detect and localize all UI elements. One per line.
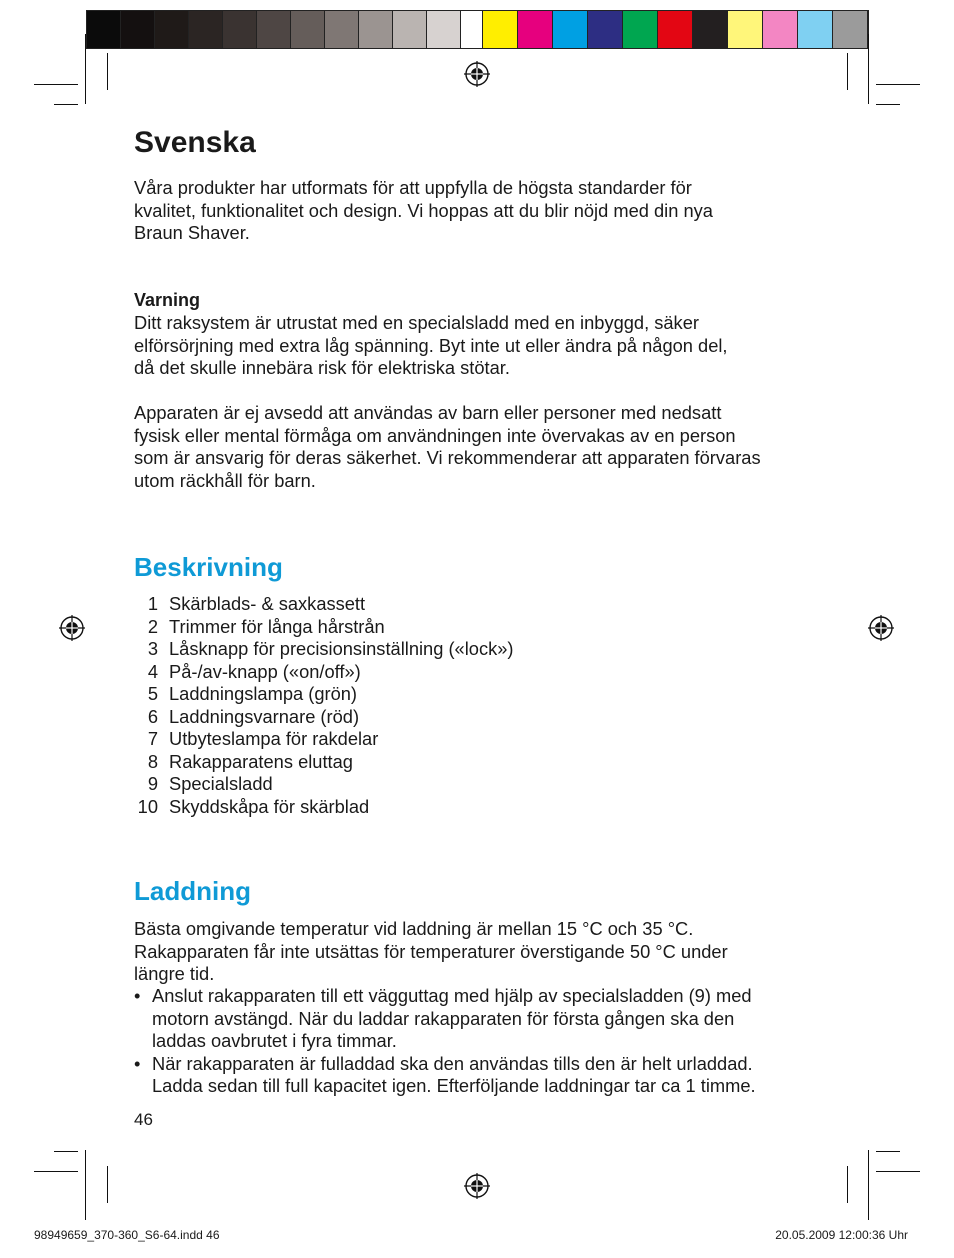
list-item-label: Laddningsvarnare (röd) bbox=[169, 705, 360, 727]
crop-mark bbox=[876, 1151, 900, 1152]
crop-mark bbox=[54, 1151, 78, 1152]
color-swatch bbox=[553, 11, 588, 48]
crop-mark bbox=[85, 34, 86, 104]
color-swatch bbox=[291, 11, 325, 48]
list-item-label: Trimmer för långa hårstrån bbox=[169, 615, 385, 637]
list-item-number: 10 bbox=[137, 795, 158, 817]
children-safety-paragraph: Apparaten är ej avsedd att användas av barn eller personer med nedsatt fysisk eller mental förmåga om användningen inte övervakas av en person som är ansvarig för deras säkerhet. Vi rekommenderar att apparaten förvaras utom räckhåll för barn. bbox=[134, 402, 761, 491]
charging-bullet-list bbox=[134, 985, 834, 1098]
color-swatch bbox=[833, 11, 868, 48]
color-swatch bbox=[393, 11, 427, 48]
intro-paragraph: Våra produkter har utformats för att uppfylla de högsta standarder för kvalitet, funktionalitet och design. Vi hoppas att du blir nöjd med din nya Braun Shaver. bbox=[134, 177, 713, 243]
color-swatch bbox=[763, 11, 798, 48]
list-item bbox=[134, 616, 513, 639]
color-swatch bbox=[155, 11, 189, 48]
color-swatch bbox=[658, 11, 693, 48]
list-item-number: 4 bbox=[147, 660, 158, 682]
crop-mark bbox=[54, 104, 78, 105]
process-color-bar bbox=[482, 10, 869, 49]
description-heading: Beskrivning bbox=[134, 552, 283, 582]
crop-mark bbox=[876, 84, 920, 85]
registration-mark-icon bbox=[463, 1172, 491, 1200]
list-item-number: 5 bbox=[147, 683, 158, 704]
list-item bbox=[134, 773, 513, 796]
list-item-number: 9 bbox=[147, 773, 158, 794]
color-swatch bbox=[728, 11, 763, 48]
crop-mark bbox=[34, 84, 78, 85]
registration-mark-icon bbox=[463, 60, 491, 88]
list-item bbox=[134, 1053, 834, 1098]
crop-mark bbox=[868, 34, 869, 104]
list-item bbox=[134, 638, 513, 661]
list-item-number: 1 bbox=[147, 593, 158, 614]
bullet-icon: • bbox=[134, 985, 141, 1006]
bullet-icon: • bbox=[134, 1052, 141, 1074]
list-item-number: 6 bbox=[147, 705, 158, 727]
crop-mark bbox=[847, 53, 848, 90]
list-item-number: 7 bbox=[147, 728, 158, 749]
description-list bbox=[134, 593, 513, 818]
list-item bbox=[134, 728, 513, 751]
crop-mark bbox=[107, 1166, 108, 1203]
list-item-label: Laddningslampa (grön) bbox=[169, 683, 358, 704]
color-swatch bbox=[518, 11, 553, 48]
color-swatch bbox=[325, 11, 359, 48]
crop-mark bbox=[847, 1166, 848, 1203]
list-item bbox=[134, 661, 513, 684]
color-swatch bbox=[223, 11, 257, 48]
list-item bbox=[134, 751, 513, 774]
crop-mark bbox=[85, 1150, 86, 1220]
color-swatch bbox=[87, 11, 121, 48]
registration-mark-icon bbox=[58, 614, 86, 642]
color-swatch bbox=[189, 11, 223, 48]
footer-timestamp: 20.05.2009 12:00:36 Uhr bbox=[775, 1228, 908, 1242]
warning-paragraph: Ditt raksystem är utrustat med en specialsladd med en inbyggd, säker elförsörjning med extra låg spänning. Byt inte ut eller ändra på någon del, då det skulle innebära risk för elektriska stötar. bbox=[134, 312, 728, 378]
color-swatch bbox=[359, 11, 393, 48]
list-item-label: Låsknapp för precisionsinställning («lock») bbox=[169, 638, 514, 659]
list-item-number: 3 bbox=[147, 638, 158, 659]
list-item-label: Utbyteslampa för rakdelar bbox=[169, 728, 379, 749]
color-swatch bbox=[798, 11, 833, 48]
page-number: 46 bbox=[134, 1110, 153, 1129]
list-item bbox=[134, 796, 513, 819]
color-swatch bbox=[427, 11, 461, 48]
list-item-number: 2 bbox=[147, 615, 158, 637]
color-swatch bbox=[588, 11, 623, 48]
list-item bbox=[134, 706, 513, 729]
list-item-label: Rakapparatens eluttag bbox=[169, 750, 353, 772]
crop-mark bbox=[107, 53, 108, 90]
color-swatch bbox=[121, 11, 155, 48]
color-swatch bbox=[257, 11, 291, 48]
bullet-text: Anslut rakapparaten till ett vägguttag med hjälp av specialsladden (9) med motorn avstängd. När du laddar rakapparaten för första gången ska den laddas oavbrutet i fyra timmar. bbox=[152, 985, 752, 1051]
color-swatch bbox=[693, 11, 728, 48]
list-item bbox=[134, 593, 513, 616]
list-item-number: 8 bbox=[147, 750, 158, 772]
list-item-label: Skyddskåpa för skärblad bbox=[169, 795, 370, 817]
page-title: Svenska bbox=[134, 126, 256, 159]
list-item-label: På-/av-knapp («on/off») bbox=[169, 660, 361, 682]
footer-file-info: 98949659_370-360_S6-64.indd 46 bbox=[34, 1228, 220, 1242]
list-item bbox=[134, 683, 513, 706]
charging-heading: Laddning bbox=[134, 876, 251, 906]
crop-mark bbox=[868, 1150, 869, 1220]
list-item bbox=[134, 985, 834, 1053]
warning-heading: Varning bbox=[134, 290, 201, 310]
list-item-label: Skärblads- & saxkassett bbox=[169, 593, 366, 614]
registration-mark-icon bbox=[867, 614, 895, 642]
crop-mark bbox=[34, 1171, 78, 1172]
bullet-text: När rakapparaten är fulladdad ska den användas tills den är helt urladdad. Ladda sedan till full kapacitet igen. Efterföljande laddningar tar ca 1 timme. bbox=[152, 1052, 756, 1096]
grayscale-color-bar bbox=[86, 10, 496, 49]
color-swatch bbox=[623, 11, 658, 48]
list-item-label: Specialsladd bbox=[169, 773, 273, 794]
crop-mark bbox=[876, 104, 900, 105]
charging-intro-paragraph: Bästa omgivande temperatur vid laddning är mellan 15 °C och 35 °C. Rakapparaten får inte utsättas för temperaturer överstigande 50 °C under längre tid. bbox=[134, 918, 728, 984]
crop-mark bbox=[876, 1171, 920, 1172]
color-swatch bbox=[483, 11, 518, 48]
